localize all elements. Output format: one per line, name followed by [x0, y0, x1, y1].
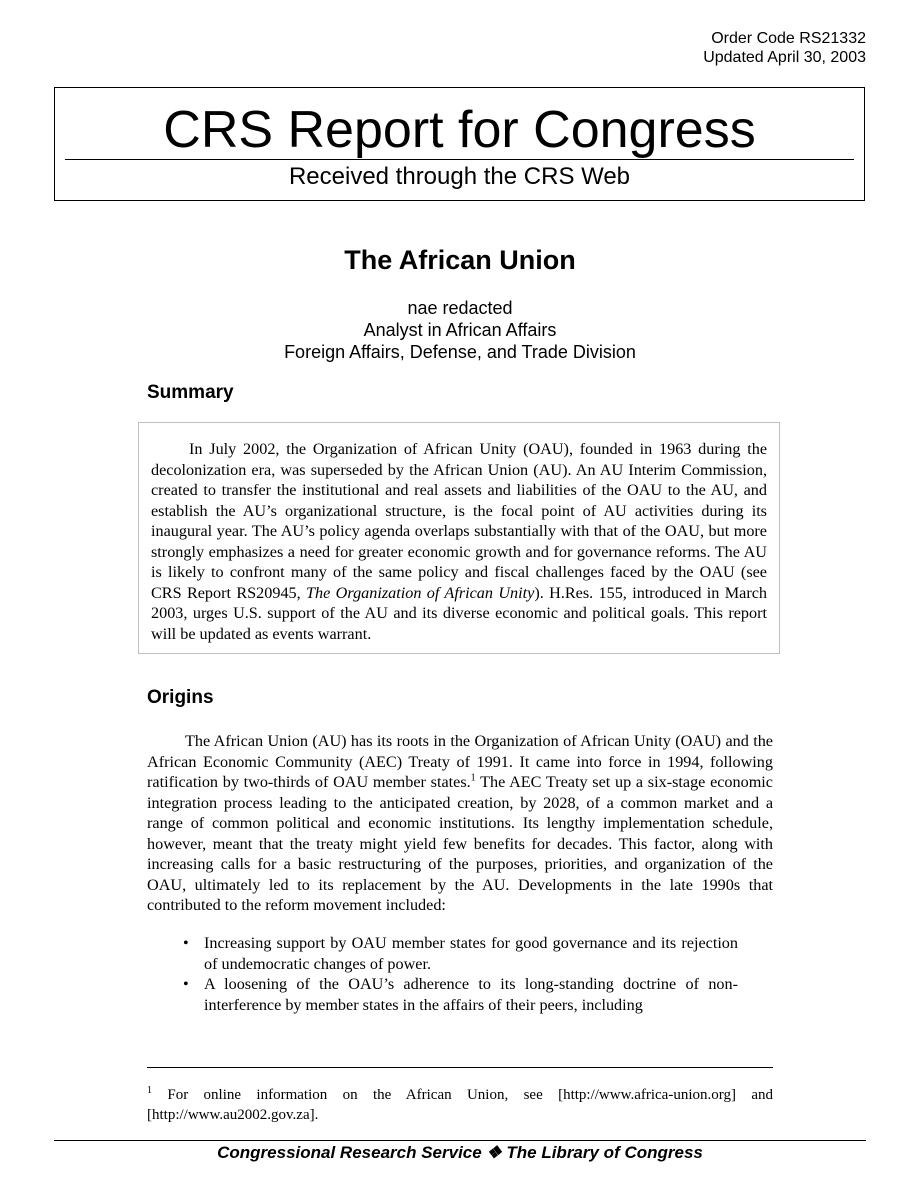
footnote-divider — [147, 1067, 773, 1068]
banner-title: CRS Report for Congress — [163, 101, 756, 159]
origins-heading: Origins — [147, 687, 214, 708]
bullet-icon: • — [183, 975, 189, 993]
list-item — [183, 933, 738, 974]
author-name: nae redacted — [407, 298, 513, 318]
bullet-icon: • — [183, 934, 189, 952]
footnote-ref: 1 — [470, 772, 476, 784]
banner-subtitle: Received through the CRS Web — [288, 163, 631, 190]
banner-divider — [65, 159, 854, 160]
bullet-text: Increasing support by OAU member states for good governance and its rejection of undemocratic changes of power. — [204, 934, 738, 973]
document-title: The African Union — [344, 245, 576, 275]
updated-date: Updated April 30, 2003 — [703, 49, 866, 66]
author-block — [0, 297, 920, 363]
origins-body — [147, 731, 773, 916]
bullet-text: A loosening of the OAU’s adherence to its long-standing doctrine of non-interference by member states in the affairs of their peers, including — [204, 975, 738, 1014]
order-info — [703, 29, 866, 67]
list-item — [183, 974, 738, 1015]
report-banner — [54, 87, 865, 201]
origins-text-2: The AEC Treaty set up a six-stage economic integration process leading to the anticipated creation, by 2028, of a common market and a range of common political and economic institutions. Its lengthy implementation schedule, however, meant that the treaty might yield few benefits for decades. This factor, along with increasing calls for a basic restructuring of the purposes, priorities, and organization of the OAU, ultimately led to its replacement by the AU. Developments in the late 1990s that contributed to the reform movement included: — [147, 773, 773, 914]
footnote-mark: 1 — [147, 1085, 152, 1096]
order-code: Order Code RS21332 — [711, 30, 866, 47]
summary-box — [138, 422, 780, 654]
origins-paragraph — [147, 731, 773, 916]
footer-text: Congressional Research Service ❖ The Library of Congress — [217, 1143, 703, 1162]
footnote — [147, 1085, 773, 1125]
summary-heading: Summary — [147, 382, 234, 403]
footer-divider — [54, 1140, 866, 1141]
summary-report-title: The Organization of African Unity — [306, 583, 535, 602]
footnote-text: For online information on the African Union, see [http://www.africa-union.org] and [http://www.au2002.gov.za]. — [147, 1087, 773, 1123]
author-position: Analyst in African Affairs — [363, 320, 557, 340]
author-division: Foreign Affairs, Defense, and Trade Division — [284, 342, 636, 362]
reform-bullet-list — [183, 933, 738, 1015]
origins-text-1: The African Union (AU) has its roots in the Organization of African Unity (OAU) and the African Economic Community (AEC) Treaty of 1991. It came into force in 1994, following ratification by two-thirds of OAU member states. — [147, 732, 773, 791]
summary-text-1: In July 2002, the Organization of African Unity (OAU), founded in 1963 during the decolonization era, was superseded by the African Union (AU). An AU Interim Commission, created to transfer the institutional and real assets and liabilities of the OAU to the AU, and establish the AU’s organizational structure, is the focal point of AU activities during its inaugural year. The AU’s policy agenda overlaps substantially with that of the OAU, but more strongly emphasizes a need for greater economic growth and for governance reforms. The AU is likely to confront many of the same policy and fiscal challenges faced by the OAU (see CRS Report RS20945, — [151, 440, 767, 602]
summary-paragraph — [151, 439, 767, 644]
summary-text-2: ). H.Res. 155, introduced in March 2003, urges U.S. support of the AU and its diverse economic and political goals. This report will be updated as events warrant. — [151, 583, 767, 643]
